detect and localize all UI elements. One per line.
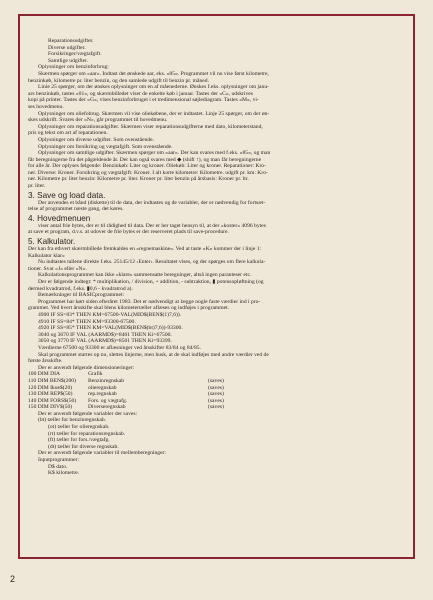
dim-save: (saves)	[208, 384, 224, 391]
dim-save	[208, 371, 268, 378]
text-line: Oplysninger om reparationsudgifter. Skærmen viser reparationsudgifterne med dato, kilometerstand,	[38, 123, 263, 130]
text-line: for alle år. Der oplyses følgende: Benzinkøb: Liter og kroner. Oliekøb: Liter og kroner. Reparationer: Kro-	[28, 163, 266, 170]
page-number: 2	[10, 574, 16, 584]
text-line: Oplysninger om diverse udgifter. Som ovenstående.	[38, 136, 155, 143]
code-line: 4910 IF SS=84* THEN KM=93300-67500.	[38, 318, 136, 325]
dim-name: Fors. og vægtafg.	[88, 397, 128, 404]
text-line: tioner. Svar »J« eller »N«.	[28, 265, 87, 272]
dim-save: (saves)	[208, 377, 224, 384]
text-line: Der anvendes et bånd (diskette) til de data, der indtastes og de variabler, der er nødvendig for fortsæt-	[38, 199, 266, 206]
text-line: telse af programmet næste gang, det køres.	[28, 206, 124, 213]
text-line: første årsskifte.	[28, 358, 63, 365]
text-line: (rt) tæller for reparationsregnskab.	[48, 430, 126, 437]
dim-save: (saves)	[208, 397, 224, 404]
dim-line: 140 DIM FORS$(50)	[28, 397, 77, 404]
code-line: 4920 IF SS=85* THEN KM=VAL(MID$(BEN$(bt)7,6))-93300.	[38, 325, 183, 332]
section-heading: 3. Save og load data.	[28, 190, 106, 200]
dim-name: rep.regnskab	[88, 391, 117, 398]
text-line: Der er anvendt følgende variabler til mellemberegninger:	[38, 450, 166, 457]
text-line: Kalkulator klar»	[28, 252, 65, 259]
dim-name: Benzinregnskab	[88, 377, 125, 384]
text-line: Samtlige udgifter.	[48, 57, 89, 64]
dim-line: 120 DIM Ikue$(20)	[28, 384, 73, 391]
dim-name: Grafik	[88, 371, 103, 378]
dim-save: (saves)	[208, 391, 224, 398]
dim-row	[28, 404, 406, 411]
section-heading: 4. Hovedmenuen	[28, 213, 91, 223]
text-line: Der er anvendt følgende variabler der saves:	[38, 410, 138, 417]
dim-name: olieregnskab	[88, 384, 117, 391]
text-line: ner. Diverse: Kroner. Forsikring og vægtafgift: Kroner. I alt korte kilometre: Kilometre. udgift pr. km: Kro-	[28, 169, 268, 176]
text-line: Diverse udgifter.	[48, 44, 86, 51]
text-line: dermed kvadratrod, f.eks. ▮0,6 - kvadratrod a).	[28, 285, 133, 292]
text-line: Nu indtastes tallene direkte f.eks. 25145/12 ‹Enter›. Resultatet vises, og der spørges om flere kalkula-	[38, 259, 266, 266]
text-line: Oplysninger om benzinforbrug:	[38, 64, 109, 71]
text-line: ars benzinkøb, tastes »01«, og skærmbilledet viser de enkelte køb i januar. Tastes der »C«, udskrives	[28, 90, 253, 97]
text-line: pr. liter.	[28, 183, 46, 190]
text-line: Skal programmet startes op nu, slettes linjerne, men husk, at de skal indføjes med andre værdier ved de	[38, 351, 269, 358]
text-line: ses hovedmenu.	[28, 103, 64, 110]
dim-row	[28, 371, 406, 378]
text-line: Inputprogrammer:	[38, 457, 80, 464]
text-line: Linie 25 spørger, om der ønskes oplysninger om en af måenederne. Ønskes f.eks. oplysninger om janu-	[38, 84, 269, 91]
page-content	[28, 38, 406, 554]
dim-row	[28, 378, 406, 385]
text-line: D$ dato.	[48, 463, 68, 470]
text-line: viser antal frie bytes, der er til rådighed til data. Der er her taget hensyn til, at der »koster« 4096 bytes	[38, 222, 266, 229]
text-line: Skærmen spørger om »aar«. Indtast det ønskede aar, eks. »85«. Programmet vil nu vise først kilometre,	[38, 70, 269, 77]
text-line: Oplysninger om samtlige udgifter. Skærmen spørger om »aar«. Der kan svares med f.eks. »85«, og man	[38, 150, 271, 157]
text-line: Bemærkninger til BASICprogrammet:	[38, 292, 125, 299]
text-line: får beregningerne fra det pågældende år. Der kan også svares med ◆ (shift ↑), og man får beregningerne	[28, 156, 262, 163]
code-line: 3040 og 3670 IF VAL (AARMD$)=8401 THEN Ki=67500.	[38, 331, 172, 338]
dim-line: 150 DIM DIV$(50)	[28, 404, 73, 411]
text-line: (dt) tæller for diverse regnskab.	[48, 443, 119, 450]
text-line: Forsikringer/vægtafgift.	[48, 51, 102, 58]
text-line: Oplysninger om forsikring og vægtafgift. Som ovenstående.	[38, 143, 173, 150]
text-line: at save et program, d.v.s. at udover de frie bytes er der reserveret plads til save-procedure.	[28, 229, 229, 236]
text-line: Der kan fra ethvert skærmbillede fremkaldes en »regnemaskine«. Ved at taste »K« kommer der i linje 1:	[28, 246, 262, 253]
text-line: Programmet har kørt siden efteråret 1983. Det er nødvendigt at lægge nogle faste værdier ind i pro-	[38, 298, 261, 305]
code-line: 3050 og 3770 IF VAL (AARMD$)=8501 THEN Ki=93399.	[38, 338, 172, 345]
dim-line: 100 DIM DIA	[28, 371, 61, 378]
text-line: K$ kilometre.	[48, 470, 80, 477]
section-heading: 5. Kalkulator.	[28, 237, 76, 247]
text-line: ner. Kilometre pr. liter benzin: Kilometre pr. liter. Kroner pr. liter benzin på årsbasis: Kroner pr. ltr.	[28, 176, 249, 183]
text-line: grammet. Ved hvert årsskifte skal blens kilometertæller aflæses og indføjes i programmet.	[28, 305, 230, 312]
text-line: (ft) tæller for fors./vægtafg.	[48, 437, 110, 444]
text-line: Oplysninger om oliefobrug. Skærmen vil vise oliekøbene, der er indtastet. Linje 25 spørger, om der øn-	[38, 110, 270, 117]
dim-row	[28, 385, 406, 392]
text-line: pris og tekst om art af reparationen.	[28, 130, 108, 137]
code-line: 4900 IF SS=83* THEN KM=67500-VAL(MID$(BEN$(1)7,6)).	[38, 311, 182, 318]
text-line: Værdierne 67500 og 93300 er aflæsninger ved årsskifter 83/84 og 84/85.	[38, 344, 201, 351]
text-line: (bt) tæller for benzinregnskab.	[38, 417, 107, 424]
text-line: (ot) tæller for olieregnskab.	[48, 424, 110, 431]
text-line: Der er anvendt følgende dimensioneringer:	[38, 364, 135, 371]
text-line: benzinkøb, kilometre pr. liter benzin, og den samlede udgift til benzin pr. måned.	[28, 77, 209, 84]
dim-row	[28, 391, 406, 398]
text-line: Kalkulationsprogrammet kan ikke »klare« sammensatte beregninger, altså ingen paranteser etc.	[38, 272, 252, 279]
dim-line: 130 DIM REP$(50)	[28, 391, 73, 398]
dim-line: 110 DIM BEN$(200)	[28, 377, 76, 384]
text-line: kopi på printer. Tastes der »G«, vises benzinforbruget i et tredimensional søjlediagram. Tastes »M«, vi-	[28, 97, 259, 104]
text-line: skes udskrift. Svares der »N«, går programmet til hovedmenu.	[28, 117, 168, 124]
text-line: Reparationsudgifter.	[48, 38, 94, 44]
text-line: Der er følgende indtegt: * multiplikation, / division, + addition, - subtraktion, ▮ potensopløftning (og	[38, 279, 264, 285]
dim-row	[28, 398, 406, 405]
dim-save: (saves)	[208, 404, 224, 411]
dim-name: Diverseregnskab	[88, 404, 126, 411]
